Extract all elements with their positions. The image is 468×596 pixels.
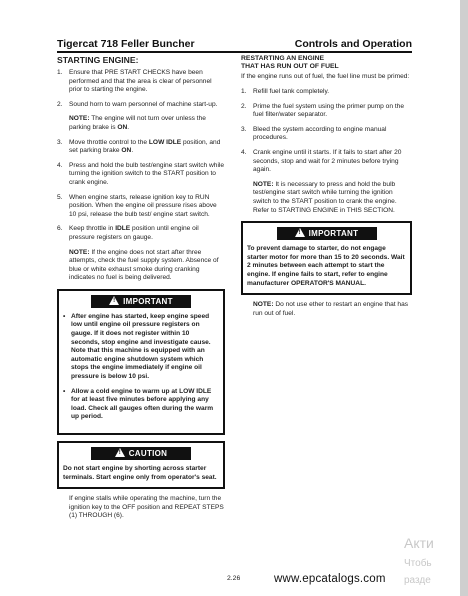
important-banner: ! IMPORTANT <box>277 227 377 240</box>
scrollbar[interactable] <box>460 0 468 596</box>
activation-watermark: разде <box>404 575 431 586</box>
restart-step-1: 1. Refill fuel tank completely. <box>241 88 330 95</box>
header-rule <box>57 51 412 53</box>
warning-icon: ! <box>295 228 305 237</box>
starting-engine-title: STARTING ENGINE: <box>57 55 139 65</box>
note-crank: NOTE: It is necessary to press and hold the bulb test/engine start switch while turning the ignition switch to the START position to crank the engine. Refer to STARTING ENGINE in THIS SECTION. <box>253 180 397 214</box>
restarting-title: RESTARTING AN ENGINE THAT HAS RUN OUT OF FUEL <box>241 55 339 71</box>
right-column <box>241 55 412 324</box>
step-5: 5. When engine starts, release ignition key to RUN position. When the engine oil pressure rises above 10 psi, release the bulb test/ engine start switch. <box>57 193 217 218</box>
stall-instructions: If engine stalls while operating the machine, turn the ignition key to the OFF position and REPEAT STEPS (1) THROUGH (6). <box>69 495 224 520</box>
important-text: To prevent damage to starter, do not engage starter motor for more than 15 to 20 seconds. Wait 2 minutes between each attempt to start the engine. If engine fails to start, refer to engine manufacturer OPERATOR'S MANUAL. <box>247 245 405 287</box>
important-bullet: • After engine has started, keep engine speed low until engine oil pressure registers on gauge. If it does not register within 10 seconds, stop engine and investigate cause. Note that this machine is equipped with an automatic engine shutdown system which stops the engine immediately if engine oil pressure is below 10 psi. <box>63 312 211 381</box>
caution-box <box>57 441 225 489</box>
restart-step-2: 2. Prime the fuel system using the primer pump on the fuel filter/water separator. <box>241 102 404 119</box>
restart-intro: If the engine runs out of fuel, the fuel line must be primed: <box>241 73 410 81</box>
manual-title: Tigercat 718 Feller Buncher <box>57 38 195 50</box>
note-no-start: NOTE: If the engine does not start after three attempts, check the fuel supply system. Absence of blue or white exhaust smoke during cranking indicates no fuel is being delivered. <box>69 248 219 282</box>
activation-watermark: Акти <box>404 535 434 551</box>
step-4: 4. Press and hold the bulb test/engine start switch while turning the ignition switch to the START position to crank engine. <box>57 161 225 186</box>
site-watermark: www.epcatalogs.com <box>274 573 386 585</box>
page-number: 2.26 <box>227 575 241 582</box>
step-3: 3. Move throttle control to the LOW IDLE position, and set parking brake ON. <box>57 138 221 155</box>
important-bullet: • Allow a cold engine to warm up at LOW IDLE for at least five minutes before applying any load. Check all gauges often during the warm up period. <box>63 387 214 421</box>
step-2: 2. Sound horn to warn personnel of machine start-up. <box>57 100 218 108</box>
step-6: 6. Keep throttle in IDLE position until engine oil pressure registers on gauge. <box>57 225 199 241</box>
warning-icon: ! <box>109 296 119 305</box>
restart-step-4: 4. Crank engine until it starts. If it fails to start after 20 seconds, stop and wait for 2 minutes before trying again. <box>241 148 402 174</box>
step-1: 1. Ensure that PRE START CHECKS have been performed and that the area is clear of personnel prior to starting the engine. <box>57 69 212 94</box>
important-banner: ! IMPORTANT <box>91 295 191 308</box>
section-heading: Controls and Operation <box>294 38 412 50</box>
note-parking-brake: NOTE: The engine will not turn over unless the parking brake is ON. <box>69 115 206 131</box>
important-box-left <box>57 289 225 435</box>
activation-watermark: Чтобь <box>404 558 432 569</box>
restart-step-3: 3. Bleed the system according to engine manual procedures. <box>241 125 387 142</box>
warning-icon: ! <box>115 448 125 457</box>
note-ether: NOTE: Do not use ether to restart an engine that has run out of fuel. <box>253 301 409 317</box>
caution-text: Do not start engine by shorting across starter terminals. Start engine only from operator's seat. <box>63 465 217 481</box>
left-column <box>57 55 225 527</box>
caution-banner: ! CAUTION <box>91 447 191 460</box>
important-box-right <box>241 221 412 295</box>
